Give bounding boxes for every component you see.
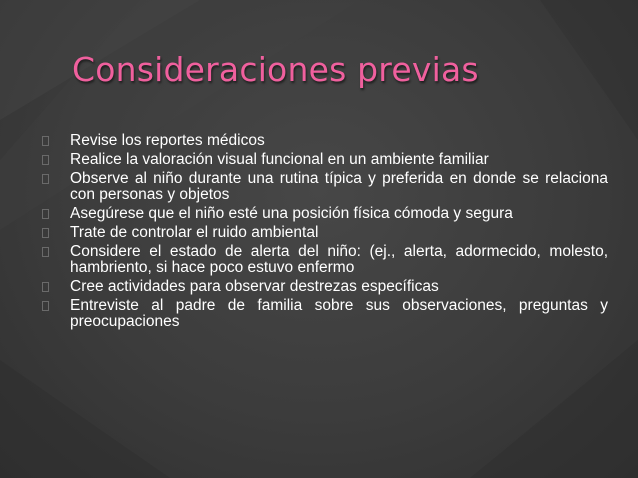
list-item	[42, 244, 608, 276]
list-item	[42, 206, 608, 222]
bullet-box-icon	[42, 301, 49, 311]
bullet-box-icon	[42, 174, 49, 184]
bullet-text: Entreviste al padre de familia sobre sus observaciones, preguntas y preocupaciones	[70, 297, 608, 330]
list-item	[42, 225, 608, 241]
bullet-box-icon	[42, 282, 49, 292]
bullet-box-icon	[42, 136, 49, 146]
bullet-box-icon	[42, 209, 49, 219]
bullet-text: Observe al niño durante una rutina típica y preferida en donde se relaciona con personas y objetos	[70, 170, 608, 203]
list-item	[42, 133, 608, 149]
slide-title: Consideraciones previas	[72, 50, 479, 89]
list-item	[42, 171, 608, 203]
list-item	[42, 152, 608, 168]
bullet-text: Asegúrese que el niño esté una posición física cómoda y segura	[70, 205, 513, 222]
bullet-box-icon	[42, 247, 49, 257]
list-item	[42, 279, 608, 295]
bullet-box-icon	[42, 155, 49, 165]
bullet-box-icon	[42, 228, 49, 238]
bullet-text: Considere el estado de alerta del niño: (ej., alerta, adormecido, molesto, hambriento, si hace poco estuvo enfermo	[70, 243, 608, 276]
bullet-text: Cree actividades para observar destrezas específicas	[70, 278, 439, 295]
bullet-text: Revise los reportes médicos	[70, 132, 265, 149]
bullet-text: Trate de controlar el ruido ambiental	[70, 224, 319, 241]
bullet-text: Realice la valoración visual funcional en un ambiente familiar	[70, 151, 489, 168]
bullet-list	[42, 133, 608, 333]
list-item	[42, 298, 608, 330]
